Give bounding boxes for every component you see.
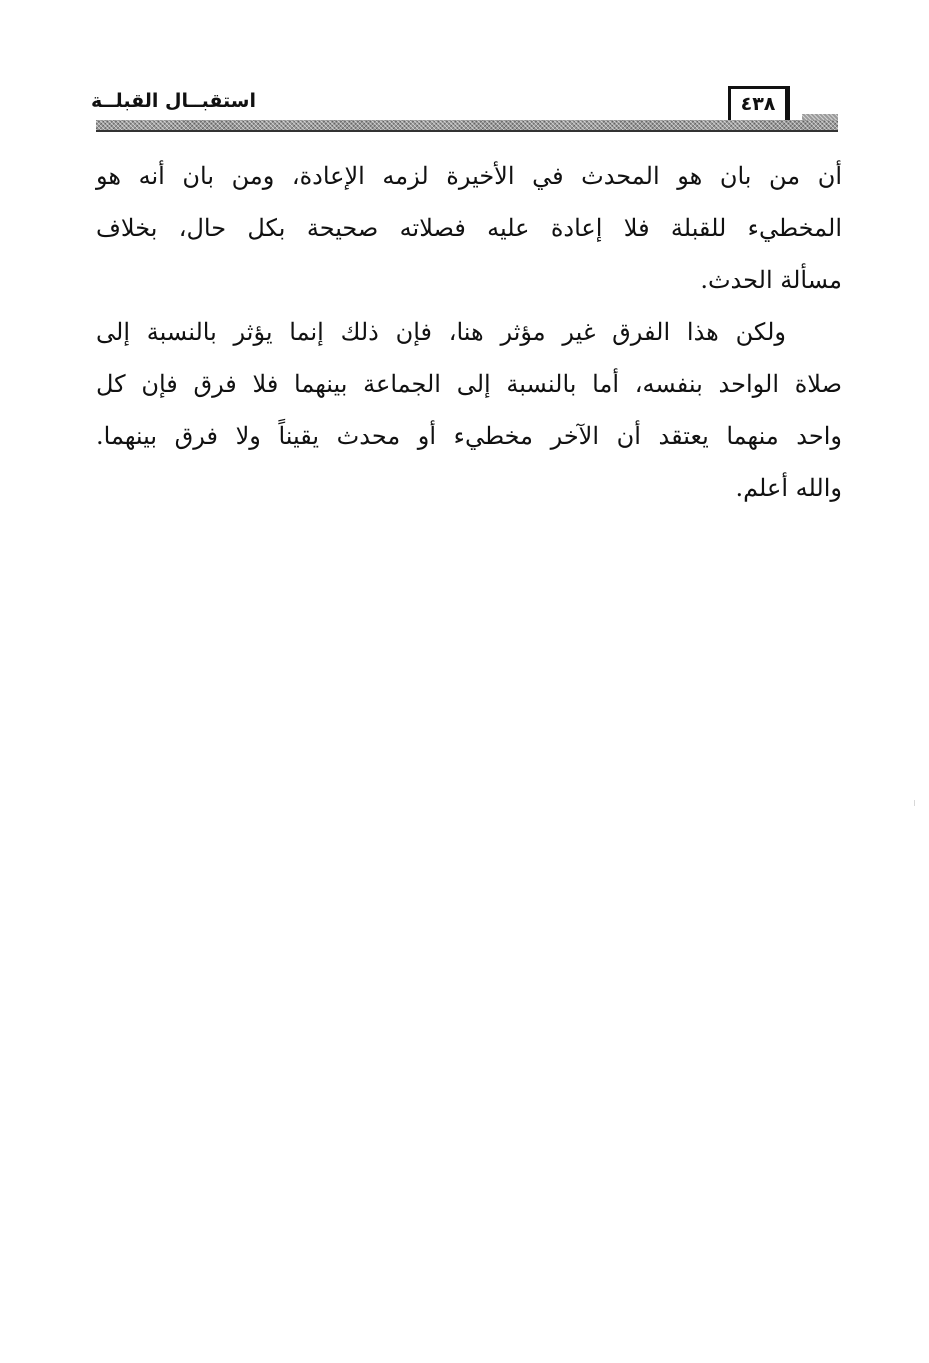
paragraph-2: [96, 306, 842, 514]
text-line: والله أعلم.: [735, 474, 842, 502]
scan-speck: [914, 800, 915, 806]
header-rule-stub: [802, 114, 838, 120]
chapter-title: استقبــال القبلــة: [91, 90, 256, 112]
text-line: ولكن هذا الفرق غير مؤثر هنا، فإن ذلك إنما يؤثر بالنسبة إلى: [96, 318, 786, 346]
paragraph-1: [96, 150, 842, 306]
page-number: ٤٣٨: [728, 86, 790, 120]
text-line: المخطيء للقبلة فلا إعادة عليه فصلاته صحيحة بكل حال، بخلاف: [96, 214, 842, 242]
running-header: [91, 82, 838, 134]
text-line: صلاة الواحد بنفسه، أما بالنسبة إلى الجماعة بينهما فلا فرق فإن كل: [96, 370, 843, 398]
header-rule-line: [96, 130, 838, 132]
main-text: [96, 150, 842, 514]
text-line: مسألة الحدث.: [700, 266, 842, 294]
header-rule-band: [96, 120, 838, 130]
text-line: أن من بان هو المحدث في الأخيرة لزمه الإعادة، ومن بان أنه هو: [96, 162, 842, 190]
text-line: واحد منهما يعتقد أن الآخر مخطيء أو محدث يقيناً ولا فرق بينهما.: [96, 422, 842, 450]
